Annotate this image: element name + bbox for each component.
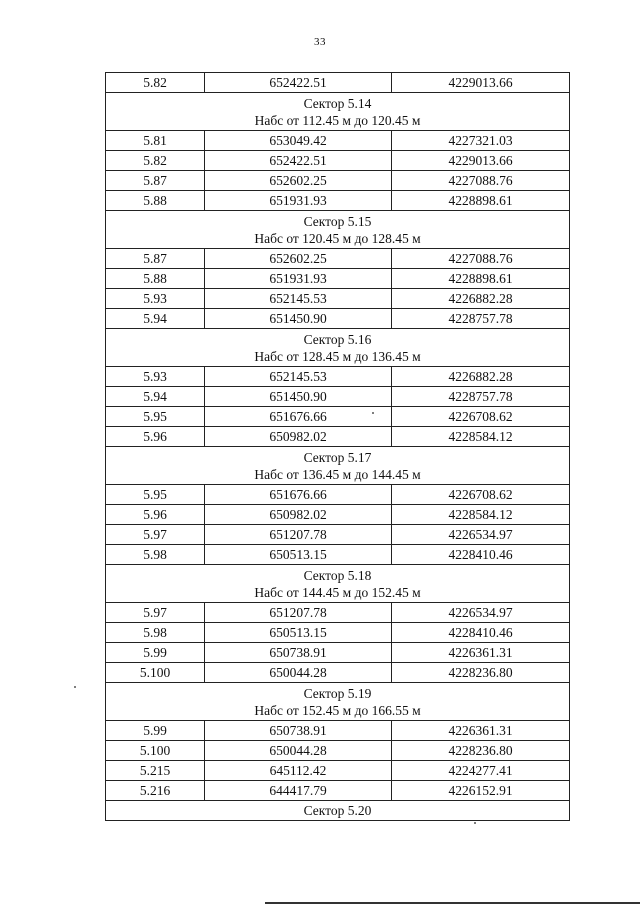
x-coordinate-cell: 650982.02 bbox=[205, 505, 392, 525]
sector-height-range: Набс от 120.45 м до 128.45 м bbox=[254, 230, 421, 246]
sector-header-row bbox=[106, 565, 570, 603]
sector-header-row bbox=[106, 801, 570, 821]
x-coordinate-cell: 645112.42 bbox=[205, 761, 392, 781]
x-coordinate-cell: 651931.93 bbox=[205, 269, 392, 289]
table-row bbox=[106, 485, 570, 505]
x-coordinate-cell: 650044.28 bbox=[205, 663, 392, 683]
coordinates-table-body bbox=[106, 73, 570, 821]
sector-title: Сектор 5.17 bbox=[303, 449, 372, 465]
x-coordinate-cell: 650738.91 bbox=[205, 643, 392, 663]
y-coordinate-cell: 4226361.31 bbox=[392, 643, 570, 663]
point-number-cell: 5.216 bbox=[106, 781, 205, 801]
y-coordinate-cell: 4226708.62 bbox=[392, 407, 570, 427]
sector-title: Сектор 5.15 bbox=[303, 213, 372, 229]
point-number-cell: 5.81 bbox=[106, 131, 205, 151]
y-coordinate-cell: 4226534.97 bbox=[392, 603, 570, 623]
sector-header-cell bbox=[106, 329, 570, 367]
y-coordinate-cell: 4226708.62 bbox=[392, 485, 570, 505]
sector-header-row bbox=[106, 447, 570, 485]
x-coordinate-cell: 652422.51 bbox=[205, 151, 392, 171]
table-row bbox=[106, 269, 570, 289]
table-row bbox=[106, 525, 570, 545]
table-row bbox=[106, 781, 570, 801]
x-coordinate-cell: 652145.53 bbox=[205, 367, 392, 387]
scan-speck bbox=[74, 686, 76, 688]
x-coordinate-cell: 652145.53 bbox=[205, 289, 392, 309]
sector-height-range: Набс от 136.45 м до 144.45 м bbox=[254, 466, 421, 482]
table-row bbox=[106, 249, 570, 269]
y-coordinate-cell: 4229013.66 bbox=[392, 73, 570, 93]
point-number-cell: 5.82 bbox=[106, 73, 205, 93]
x-coordinate-cell: 650982.02 bbox=[205, 427, 392, 447]
table-row bbox=[106, 387, 570, 407]
table-row bbox=[106, 623, 570, 643]
x-coordinate-cell: 650044.28 bbox=[205, 741, 392, 761]
table-row bbox=[106, 151, 570, 171]
point-number-cell: 5.87 bbox=[106, 249, 205, 269]
x-coordinate-cell: 644417.79 bbox=[205, 781, 392, 801]
sector-header-cell bbox=[106, 565, 570, 603]
coordinates-table bbox=[105, 72, 570, 821]
sector-title: Сектор 5.14 bbox=[303, 95, 372, 111]
sector-title: Сектор 5.16 bbox=[303, 331, 372, 347]
scan-speck bbox=[474, 822, 476, 824]
table-row bbox=[106, 427, 570, 447]
sector-header-row bbox=[106, 211, 570, 249]
table-row bbox=[106, 761, 570, 781]
y-coordinate-cell: 4228584.12 bbox=[392, 505, 570, 525]
point-number-cell: 5.98 bbox=[106, 623, 205, 643]
table-row bbox=[106, 407, 570, 427]
x-coordinate-cell: 653049.42 bbox=[205, 131, 392, 151]
sector-height-range: Набс от 112.45 м до 120.45 м bbox=[254, 112, 421, 128]
sector-header-cell bbox=[106, 801, 570, 821]
point-number-cell: 5.96 bbox=[106, 505, 205, 525]
x-coordinate-cell: 652602.25 bbox=[205, 249, 392, 269]
y-coordinate-cell: 4228410.46 bbox=[392, 623, 570, 643]
point-number-cell: 5.82 bbox=[106, 151, 205, 171]
x-coordinate-cell: 651676.66 bbox=[205, 485, 392, 505]
y-coordinate-cell: 4228757.78 bbox=[392, 387, 570, 407]
point-number-cell: 5.97 bbox=[106, 525, 205, 545]
scan-edge-line bbox=[265, 902, 640, 904]
sector-header-row bbox=[106, 93, 570, 131]
sector-header-row bbox=[106, 683, 570, 721]
point-number-cell: 5.97 bbox=[106, 603, 205, 623]
table-row bbox=[106, 191, 570, 211]
point-number-cell: 5.215 bbox=[106, 761, 205, 781]
point-number-cell: 5.95 bbox=[106, 407, 205, 427]
table-row bbox=[106, 741, 570, 761]
point-number-cell: 5.95 bbox=[106, 485, 205, 505]
point-number-cell: 5.88 bbox=[106, 191, 205, 211]
point-number-cell: 5.100 bbox=[106, 741, 205, 761]
table-row bbox=[106, 643, 570, 663]
point-number-cell: 5.98 bbox=[106, 545, 205, 565]
table-row bbox=[106, 73, 570, 93]
x-coordinate-cell: 652422.51 bbox=[205, 73, 392, 93]
sector-header-cell bbox=[106, 211, 570, 249]
sector-title: Сектор 5.19 bbox=[303, 685, 372, 701]
y-coordinate-cell: 4228757.78 bbox=[392, 309, 570, 329]
sector-height-range: Набс от 128.45 м до 136.45 м bbox=[254, 348, 421, 364]
table-row bbox=[106, 309, 570, 329]
point-number-cell: 5.87 bbox=[106, 171, 205, 191]
y-coordinate-cell: 4226152.91 bbox=[392, 781, 570, 801]
y-coordinate-cell: 4228584.12 bbox=[392, 427, 570, 447]
table-row bbox=[106, 171, 570, 191]
x-coordinate-cell: 651676.66 bbox=[205, 407, 392, 427]
y-coordinate-cell: 4229013.66 bbox=[392, 151, 570, 171]
point-number-cell: 5.93 bbox=[106, 367, 205, 387]
point-number-cell: 5.96 bbox=[106, 427, 205, 447]
y-coordinate-cell: 4226534.97 bbox=[392, 525, 570, 545]
point-number-cell: 5.93 bbox=[106, 289, 205, 309]
sector-title: Сектор 5.20 bbox=[303, 803, 372, 818]
scan-speck bbox=[372, 412, 374, 414]
table-row bbox=[106, 367, 570, 387]
sector-header-cell bbox=[106, 93, 570, 131]
x-coordinate-cell: 651207.78 bbox=[205, 603, 392, 623]
y-coordinate-cell: 4226882.28 bbox=[392, 289, 570, 309]
x-coordinate-cell: 651931.93 bbox=[205, 191, 392, 211]
table-row bbox=[106, 289, 570, 309]
table-row bbox=[106, 505, 570, 525]
y-coordinate-cell: 4228410.46 bbox=[392, 545, 570, 565]
sector-header-row bbox=[106, 329, 570, 367]
sector-height-range: Набс от 144.45 м до 152.45 м bbox=[254, 584, 421, 600]
y-coordinate-cell: 4228898.61 bbox=[392, 191, 570, 211]
table-row bbox=[106, 603, 570, 623]
x-coordinate-cell: 651450.90 bbox=[205, 309, 392, 329]
y-coordinate-cell: 4224277.41 bbox=[392, 761, 570, 781]
x-coordinate-cell: 651450.90 bbox=[205, 387, 392, 407]
point-number-cell: 5.94 bbox=[106, 309, 205, 329]
point-number-cell: 5.99 bbox=[106, 643, 205, 663]
y-coordinate-cell: 4227088.76 bbox=[392, 249, 570, 269]
y-coordinate-cell: 4226882.28 bbox=[392, 367, 570, 387]
x-coordinate-cell: 650513.15 bbox=[205, 623, 392, 643]
page-number: 33 bbox=[314, 36, 326, 48]
point-number-cell: 5.99 bbox=[106, 721, 205, 741]
sector-height-range: Набс от 152.45 м до 166.55 м bbox=[254, 702, 421, 718]
x-coordinate-cell: 650738.91 bbox=[205, 721, 392, 741]
sector-header-cell bbox=[106, 683, 570, 721]
y-coordinate-cell: 4226361.31 bbox=[392, 721, 570, 741]
x-coordinate-cell: 651207.78 bbox=[205, 525, 392, 545]
y-coordinate-cell: 4227088.76 bbox=[392, 171, 570, 191]
point-number-cell: 5.88 bbox=[106, 269, 205, 289]
y-coordinate-cell: 4228236.80 bbox=[392, 741, 570, 761]
table-row bbox=[106, 721, 570, 741]
table-row bbox=[106, 131, 570, 151]
sector-title: Сектор 5.18 bbox=[303, 567, 372, 583]
x-coordinate-cell: 650513.15 bbox=[205, 545, 392, 565]
sector-header-cell bbox=[106, 447, 570, 485]
y-coordinate-cell: 4227321.03 bbox=[392, 131, 570, 151]
table-row bbox=[106, 663, 570, 683]
y-coordinate-cell: 4228236.80 bbox=[392, 663, 570, 683]
point-number-cell: 5.94 bbox=[106, 387, 205, 407]
table-row bbox=[106, 545, 570, 565]
point-number-cell: 5.100 bbox=[106, 663, 205, 683]
y-coordinate-cell: 4228898.61 bbox=[392, 269, 570, 289]
x-coordinate-cell: 652602.25 bbox=[205, 171, 392, 191]
